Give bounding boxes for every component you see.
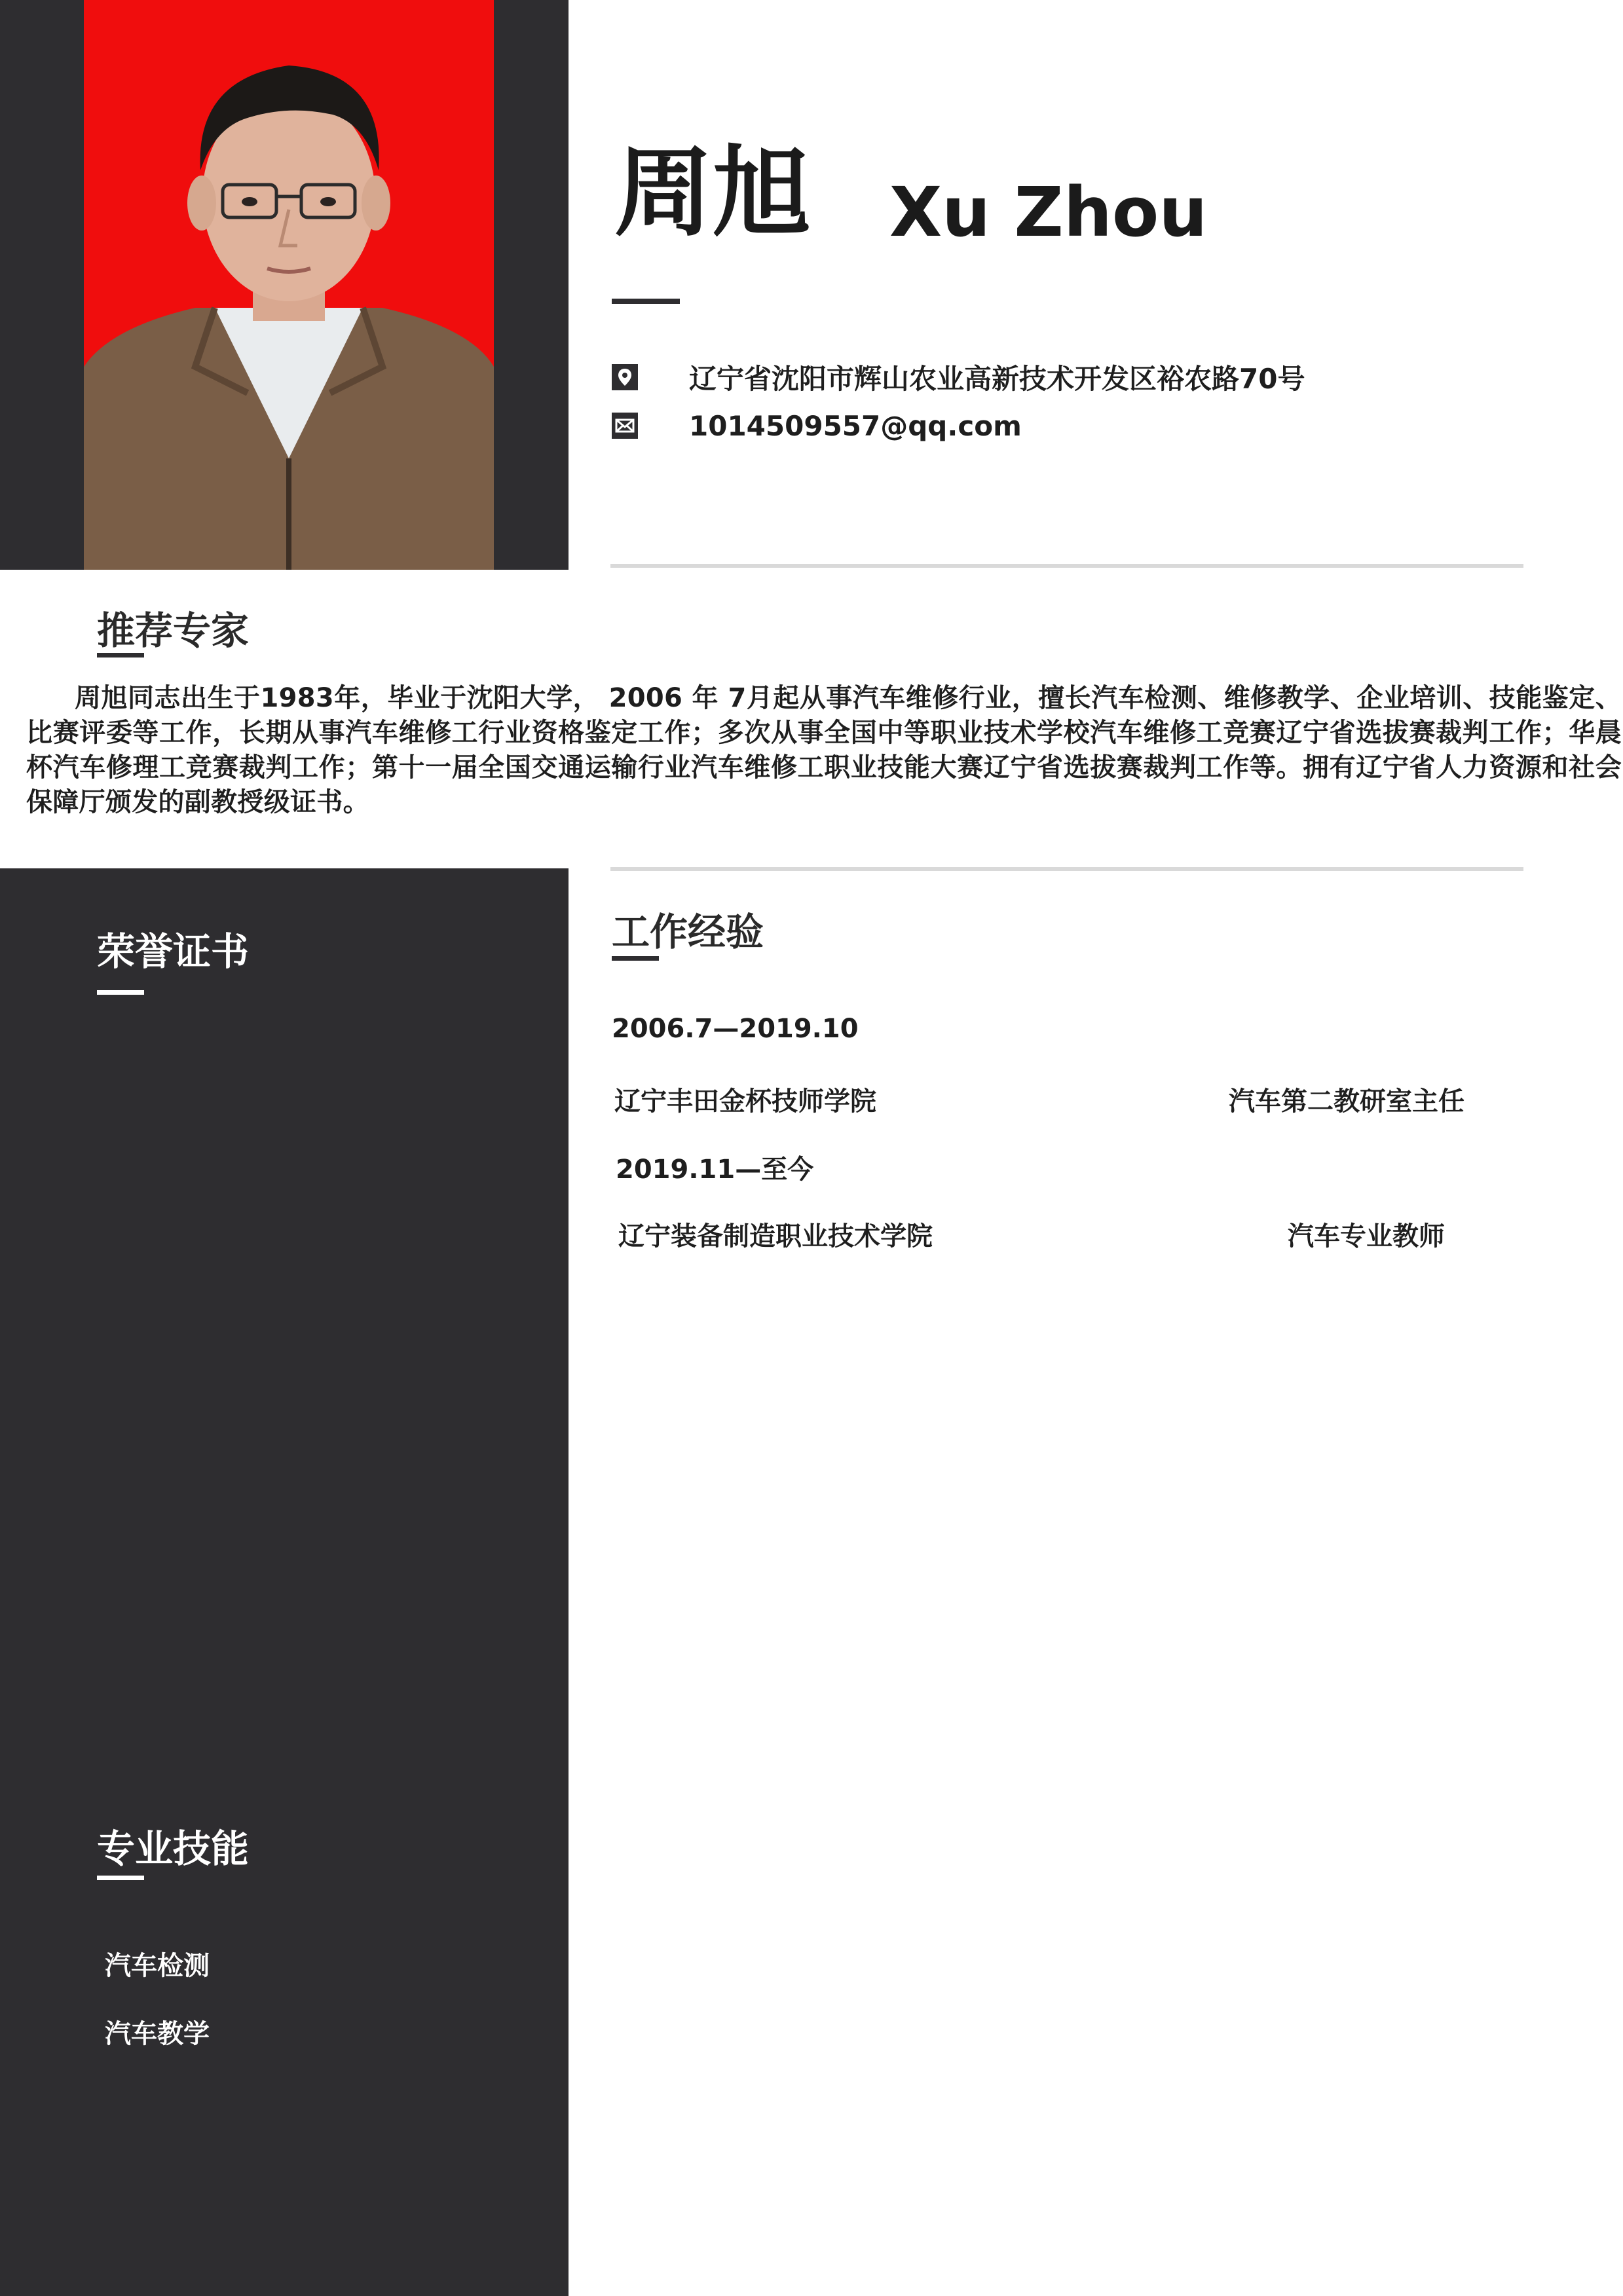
envelope-icon (610, 411, 639, 440)
email-link[interactable]: 1014509557@qq.com (689, 409, 1022, 442)
skills-underline (97, 1876, 144, 1880)
name-english: Xu Zhou (889, 172, 1208, 252)
portrait-illustration (84, 0, 494, 570)
skills-title: 专业技能 (97, 1826, 250, 1871)
recommendation-underline (97, 653, 144, 657)
name-chinese: 周旭 (614, 136, 811, 250)
skill-item: 汽车教学 (105, 2019, 210, 2049)
work-experience-underline (612, 956, 659, 961)
job-role: 汽车第二教研室主任 (1229, 1086, 1464, 1117)
work-experience-title: 工作经验 (612, 910, 764, 954)
job-organization: 辽宁装备制造职业技术学院 (618, 1221, 933, 1251)
divider (610, 867, 1523, 871)
skill-item: 汽车检测 (105, 1951, 210, 1981)
name-underline (612, 299, 680, 304)
job-role: 汽车专业教师 (1288, 1221, 1445, 1251)
sidebar-bottom-panel (0, 868, 569, 2296)
honors-title: 荣誉证书 (97, 929, 250, 974)
recommendation-title: 推荐专家 (97, 608, 250, 653)
job-period: 2006.7—2019.10 (612, 1014, 859, 1044)
honors-underline (97, 990, 144, 995)
email-row (610, 407, 1022, 444)
address-text: 辽宁省沈阳市辉山农业高新技术开发区裕农路70号 (689, 363, 1305, 395)
address-row (610, 359, 1305, 396)
job-period: 2019.11—至今 (616, 1155, 814, 1185)
recommendation-paragraph: 周旭同志出生于1983年，毕业于沈阳大学， 2006 年 7月起从事汽车维修行业，擅长汽车检测、维修教学、企业培训、技能鉴定、比赛评委等工作，长期从事汽车维修工行业资格鉴定工作；多次从事全国中等职业技术学校汽车维修工竞赛辽宁省选拔赛裁判工作；华晨杯汽车修理工竞赛裁判工作；第十一届全国交通运输行业汽车维修工职业技能大赛辽宁省选拔赛裁判工作等。拥有辽宁省人力资源和社会保障厅颁发的副教授级证书。 (26, 683, 1622, 817)
profile-photo (84, 0, 494, 570)
job-organization: 辽宁丰田金杯技师学院 (614, 1086, 876, 1117)
map-pin-icon (610, 363, 639, 392)
divider (610, 564, 1523, 568)
